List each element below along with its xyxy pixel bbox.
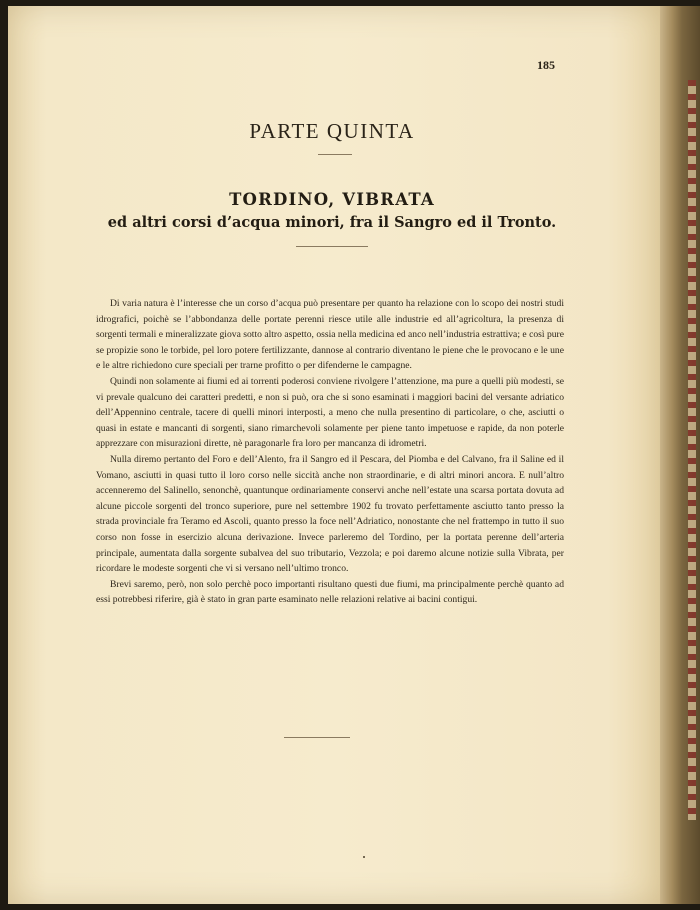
page-number: 185	[537, 58, 555, 72]
paragraph-1: Di varia natura è l’interesse che un corso d’acqua può presentare per quanto ha relazione con lo scopo dei nostri studi idrografici, poichè se l’abbondanza delle portate perenni riesce utile alle industrie ed all’agricoltura, la presenza di sorgenti termali e mineralizzate giova sotto altro aspetto, ossia nella medicina ed anco nell’industria estrattiva; e così pure se propizie sono le torbide, pel loro potere fertilizzante, dannose al contrario diventano le piene che le provocano e le une e le altre richiedono cure speciali per trarne profitto o per difenderne le campagne.	[96, 298, 564, 372]
end-divider	[284, 737, 350, 738]
paper-speck	[363, 856, 365, 858]
book-page	[8, 6, 660, 904]
title-divider	[318, 154, 352, 155]
chapter-subtitle: ed altri corsi d’acqua minori, fra il Sangro ed il Tronto.	[107, 214, 557, 231]
chapter-title: TORDINO, VIBRATA	[229, 190, 435, 209]
paragraph-4: Brevi saremo, però, non solo perchè poco importanti risultano questi due fiumi, ma principalmente perchè quanto ad essi potrebbesi riferire, già è stato in gran parte esaminato nelle relazioni relative ai bacini contigui.	[96, 578, 564, 606]
paragraph-3: Nulla diremo pertanto del Foro e dell’Alento, fra il Sangro ed il Pescara, del Piomba e del Calvano, fra il Saline ed il Vomano, asciutti in quasi tutto il loro corso nelle siccità anche non straordinarie, e di altri minori ancora. E null’altro accenneremo del Salinello, senonchè, quantunque ordinariamente conservi anche nell’estate una scarsa portata dovuta ad alcune piccole sorgenti del tronco superiore, pure nel settembre 1902 fu trovato perfettamente asciutto tanto presso la strada provinciale fra Teramo ed Ascoli, quanto presso la foce nell’Adriatico, nonostante che nel frattempo in tutto il suo corso non fosse in esercizio alcuna derivazione. Invece parleremo del Tordino, per la portata perenne dell’arteria principale, aumentata dalla sorgente subalvea del suo tributario, Vezzola; e poi daremo alcune notizie sulla Vibrata, per ricordare le modeste sorgenti che vi si versano nell’ultimo tronco.	[96, 453, 564, 575]
part-title: PARTE QUINTA	[249, 119, 415, 143]
book-edge-marbling	[688, 80, 696, 820]
chapter-divider	[296, 246, 368, 247]
paragraph-2: Quindi non solamente ai fiumi ed ai torrenti poderosi conviene rivolgere l’attenzione, ma pure a quelli più modesti, se vi prevale qualcuno dei caratteri predetti, e non si può, ora che si sono esaminati i maggiori bacini del versante adriatico dell’Appennino centrale, tacere di quelli minori interposti, a meno che nulla presentino di particolare, o che, asciutti o quasi in estate e mancanti di sorgenti, siano rimarchevoli solamente per piene tanto impetuose e rapide, da non poterle apprezzare con misurazioni dirette, nè paragonarle fra loro per mancanza di idrometri.	[96, 375, 564, 450]
body-text	[96, 296, 564, 608]
